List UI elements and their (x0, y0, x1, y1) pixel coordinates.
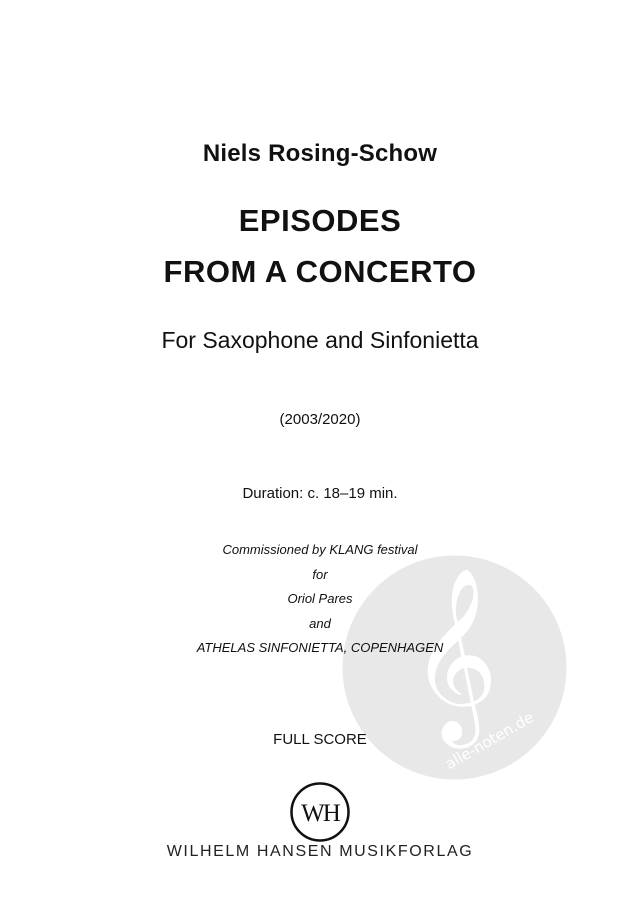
title-line-1: EPISODES (238, 203, 402, 238)
dedication-line: and (309, 615, 331, 631)
subtitle: For Saxophone and Sinfonietta (161, 327, 479, 353)
treble-clef-icon: 𝄞 (409, 567, 499, 741)
watermark-text: alle-noten.de (442, 708, 537, 774)
dedication-line: ATHELAS SINFONIETTA, COPENHAGEN (196, 640, 444, 655)
dedication-line: Oriol Pares (287, 591, 353, 606)
publisher-logo (289, 781, 351, 843)
score-type: FULL SCORE (273, 731, 367, 748)
publisher-name: WILHELM HANSEN MUSIKFORLAG (166, 843, 474, 860)
dedication-line: Commissioned by KLANG festival (222, 542, 418, 557)
publisher-logo-text: WH (301, 800, 339, 827)
dedication-block (0, 538, 640, 661)
composer-name: Niels Rosing-Schow (202, 140, 438, 167)
title-line-2: FROM A CONCERTO (163, 254, 477, 289)
composition-years: (2003/2020) (279, 411, 361, 428)
dedication-line: for (312, 566, 328, 582)
duration: Duration: c. 18–19 min. (242, 485, 398, 502)
